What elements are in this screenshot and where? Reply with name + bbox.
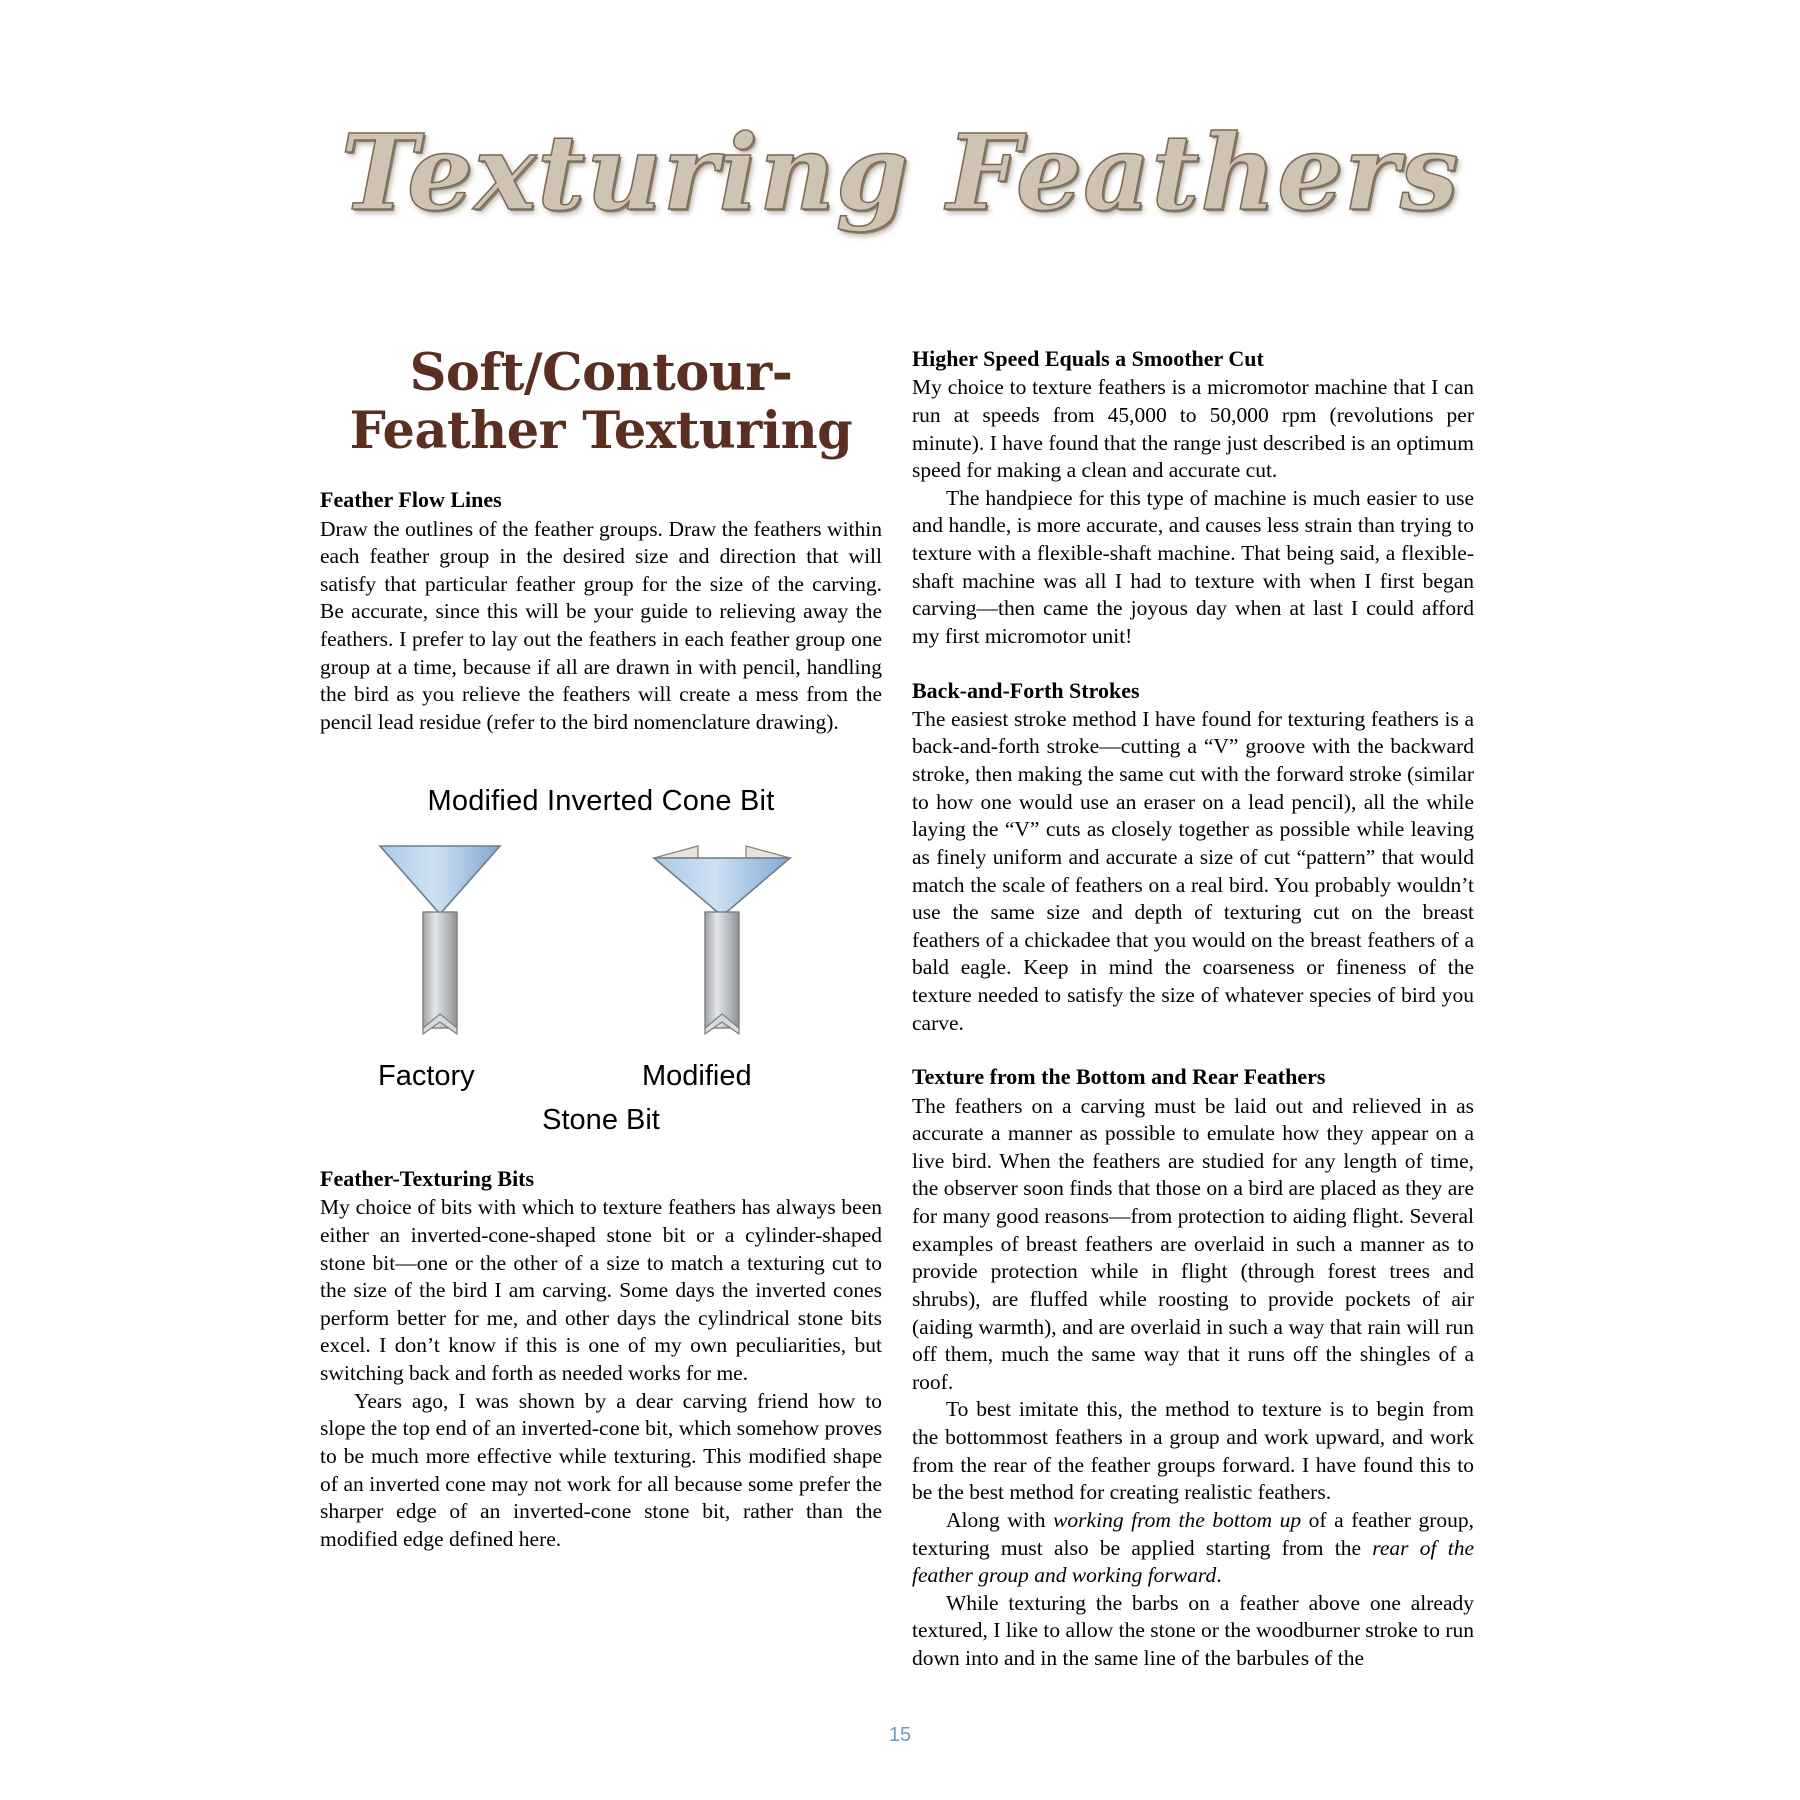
- page-title-container: [0, 111, 1800, 234]
- section-title-line-2: Feather Texturing: [349, 400, 853, 461]
- paragraph-bits-1: My choice of bits with which to texture feathers has always been either an inverted-cone-shaped stone bit or a cylinder-shaped stone bit—one or the other of a size to match a texturing cut to the size of the bird I am carving. Some days the inverted cones perform better for me, and other days the cylindrical stone bits excel. I don’t know if this is one of my own peculiarities, but switching back and forth as needed works for me.: [320, 1195, 882, 1386]
- left-column: [320, 345, 882, 1553]
- paragraph-bits-2: Years ago, I was shown by a dear carving friend how to slope the top end of an inverted-cone bit, which somehow proves to be much more effective while texturing. This modified shape of an inverted cone may not work for all because some prefer the sharper edge of an inverted-cone stone bit, rather than the modified edge defined here.: [320, 1388, 882, 1551]
- figure-bits-row: [320, 842, 882, 1054]
- modified-bit-illustration: [642, 842, 802, 1062]
- figure-caption-bottom: Stone Bit: [542, 1103, 660, 1136]
- paragraph-texture-final: While texturing the barbs on a feather above one already textured, I like to allow the stone or the woodburner stroke to run down into and in the same line of the barbules of the: [912, 1590, 1474, 1671]
- figure-caption-top: Modified Inverted Cone Bit: [427, 784, 775, 817]
- figure-modified-inverted-cone-bit: [320, 783, 882, 1140]
- section-title: [320, 345, 882, 460]
- mixed-italic-2: rear of the feather group and working forward: [912, 1535, 1474, 1588]
- right-column: [912, 345, 1474, 1673]
- paragraph-feather-flow-lines: Draw the outlines of the feather groups. Draw the feathers within each feather group in the desired size and direction that will satisfy that particular feather group for the size of the carving. Be accurate, since this will be your guide to relieving away the feathers. I prefer to lay out the feathers in each feather group one group at a time, because if all are drawn in with pencil, handling the bird as you relieve the feathers will create a mess from the pencil lead residue (refer to the bird nomenclature drawing).: [320, 516, 882, 734]
- paragraph-texture-1: The feathers on a carving must be laid out and relieved in as accurate a manner as possible to emulate how they appear on a live bird. When the feathers are studied for any length of time, the observer soon finds that those on a bird are placed as they are for many good reasons—from protection to aiding flight. Several examples of breast feathers are overlaid in such a manner as to provide protection while in flight (through forest trees and shrubs), are fluffed while roosting to provide pockets of air (aiding warmth), and are overlaid in such a way that rain will run off them, much the same way that it runs off the shingles of a roof.: [912, 1093, 1474, 1394]
- paragraph-texture-mixed: [912, 1507, 1474, 1590]
- page-title: Texturing Feathers: [340, 111, 1460, 234]
- figure-label-modified: Modified: [642, 1059, 752, 1092]
- heading-feather-texturing-bits: Feather-Texturing Bits: [320, 1166, 535, 1192]
- paragraph-back-and-forth-1: The easiest stroke method I have found for texturing feathers is a back-and-forth stroke—cutting a “V” groove with the backward stroke, then making the same cut with the forward stroke (similar to how one would use an eraser on a lead pencil), all the while laying the “V” cuts as closely together as possible while leaving as finely uniform and accurate a size of cut “pattern” that would match the scale of feathers on a real bird. You probably wouldn’t use the same size and depth of texturing cut on the breast feathers of a chickadee that you would on the breast feathers of a bald eagle. Keep in mind the coarseness or fineness of the texture needed to satisfy the size of whatever species of bird you carve.: [912, 706, 1474, 1035]
- paragraph-higher-speed-2: The handpiece for this type of machine is much easier to use and handle, is more accurate, and causes less strain than trying to texture with a flexible-shaft machine. That being said, a flexible-shaft machine was all I had to texture with when I first began carving—then came the joyous day when at last I could afford my first micromotor unit!: [912, 485, 1474, 648]
- section-title-line-1: Soft/Contour-: [409, 343, 793, 403]
- heading-feather-flow-lines: Feather Flow Lines: [320, 487, 502, 513]
- heading-back-and-forth-strokes: Back-and-Forth Strokes: [912, 677, 1140, 703]
- mixed-italic-1: working from the bottom up: [1053, 1507, 1302, 1532]
- figure-label-factory: Factory: [378, 1059, 475, 1092]
- mixed-part-2: of a feather group, texturing must also be applied starting from the: [912, 1507, 1474, 1560]
- paragraph-texture-2: To best imitate this, the method to texture is to begin from the bottommost feathers in a group and work upward, and work from the rear of the feather groups forward. I have found this to be the best method for creating realistic feathers.: [912, 1397, 1474, 1505]
- heading-texture-bottom-rear: Texture from the Bottom and Rear Feathers: [912, 1064, 1326, 1090]
- mixed-part-3: .: [1216, 1563, 1222, 1588]
- page-number: 15: [888, 1724, 912, 1746]
- mixed-part-1: Along with: [946, 1507, 1054, 1532]
- heading-higher-speed: Higher Speed Equals a Smoother Cut: [912, 346, 1264, 371]
- figure-labels: [320, 1054, 882, 1096]
- paragraph-higher-speed-1: My choice to texture feathers is a micromotor machine that I can run at speeds from 45,000 to 50,000 rpm (revolutions per minute). I have found that the range just described is an optimum speed for making a clean and accurate cut.: [912, 375, 1474, 483]
- factory-bit-illustration: [360, 842, 520, 1062]
